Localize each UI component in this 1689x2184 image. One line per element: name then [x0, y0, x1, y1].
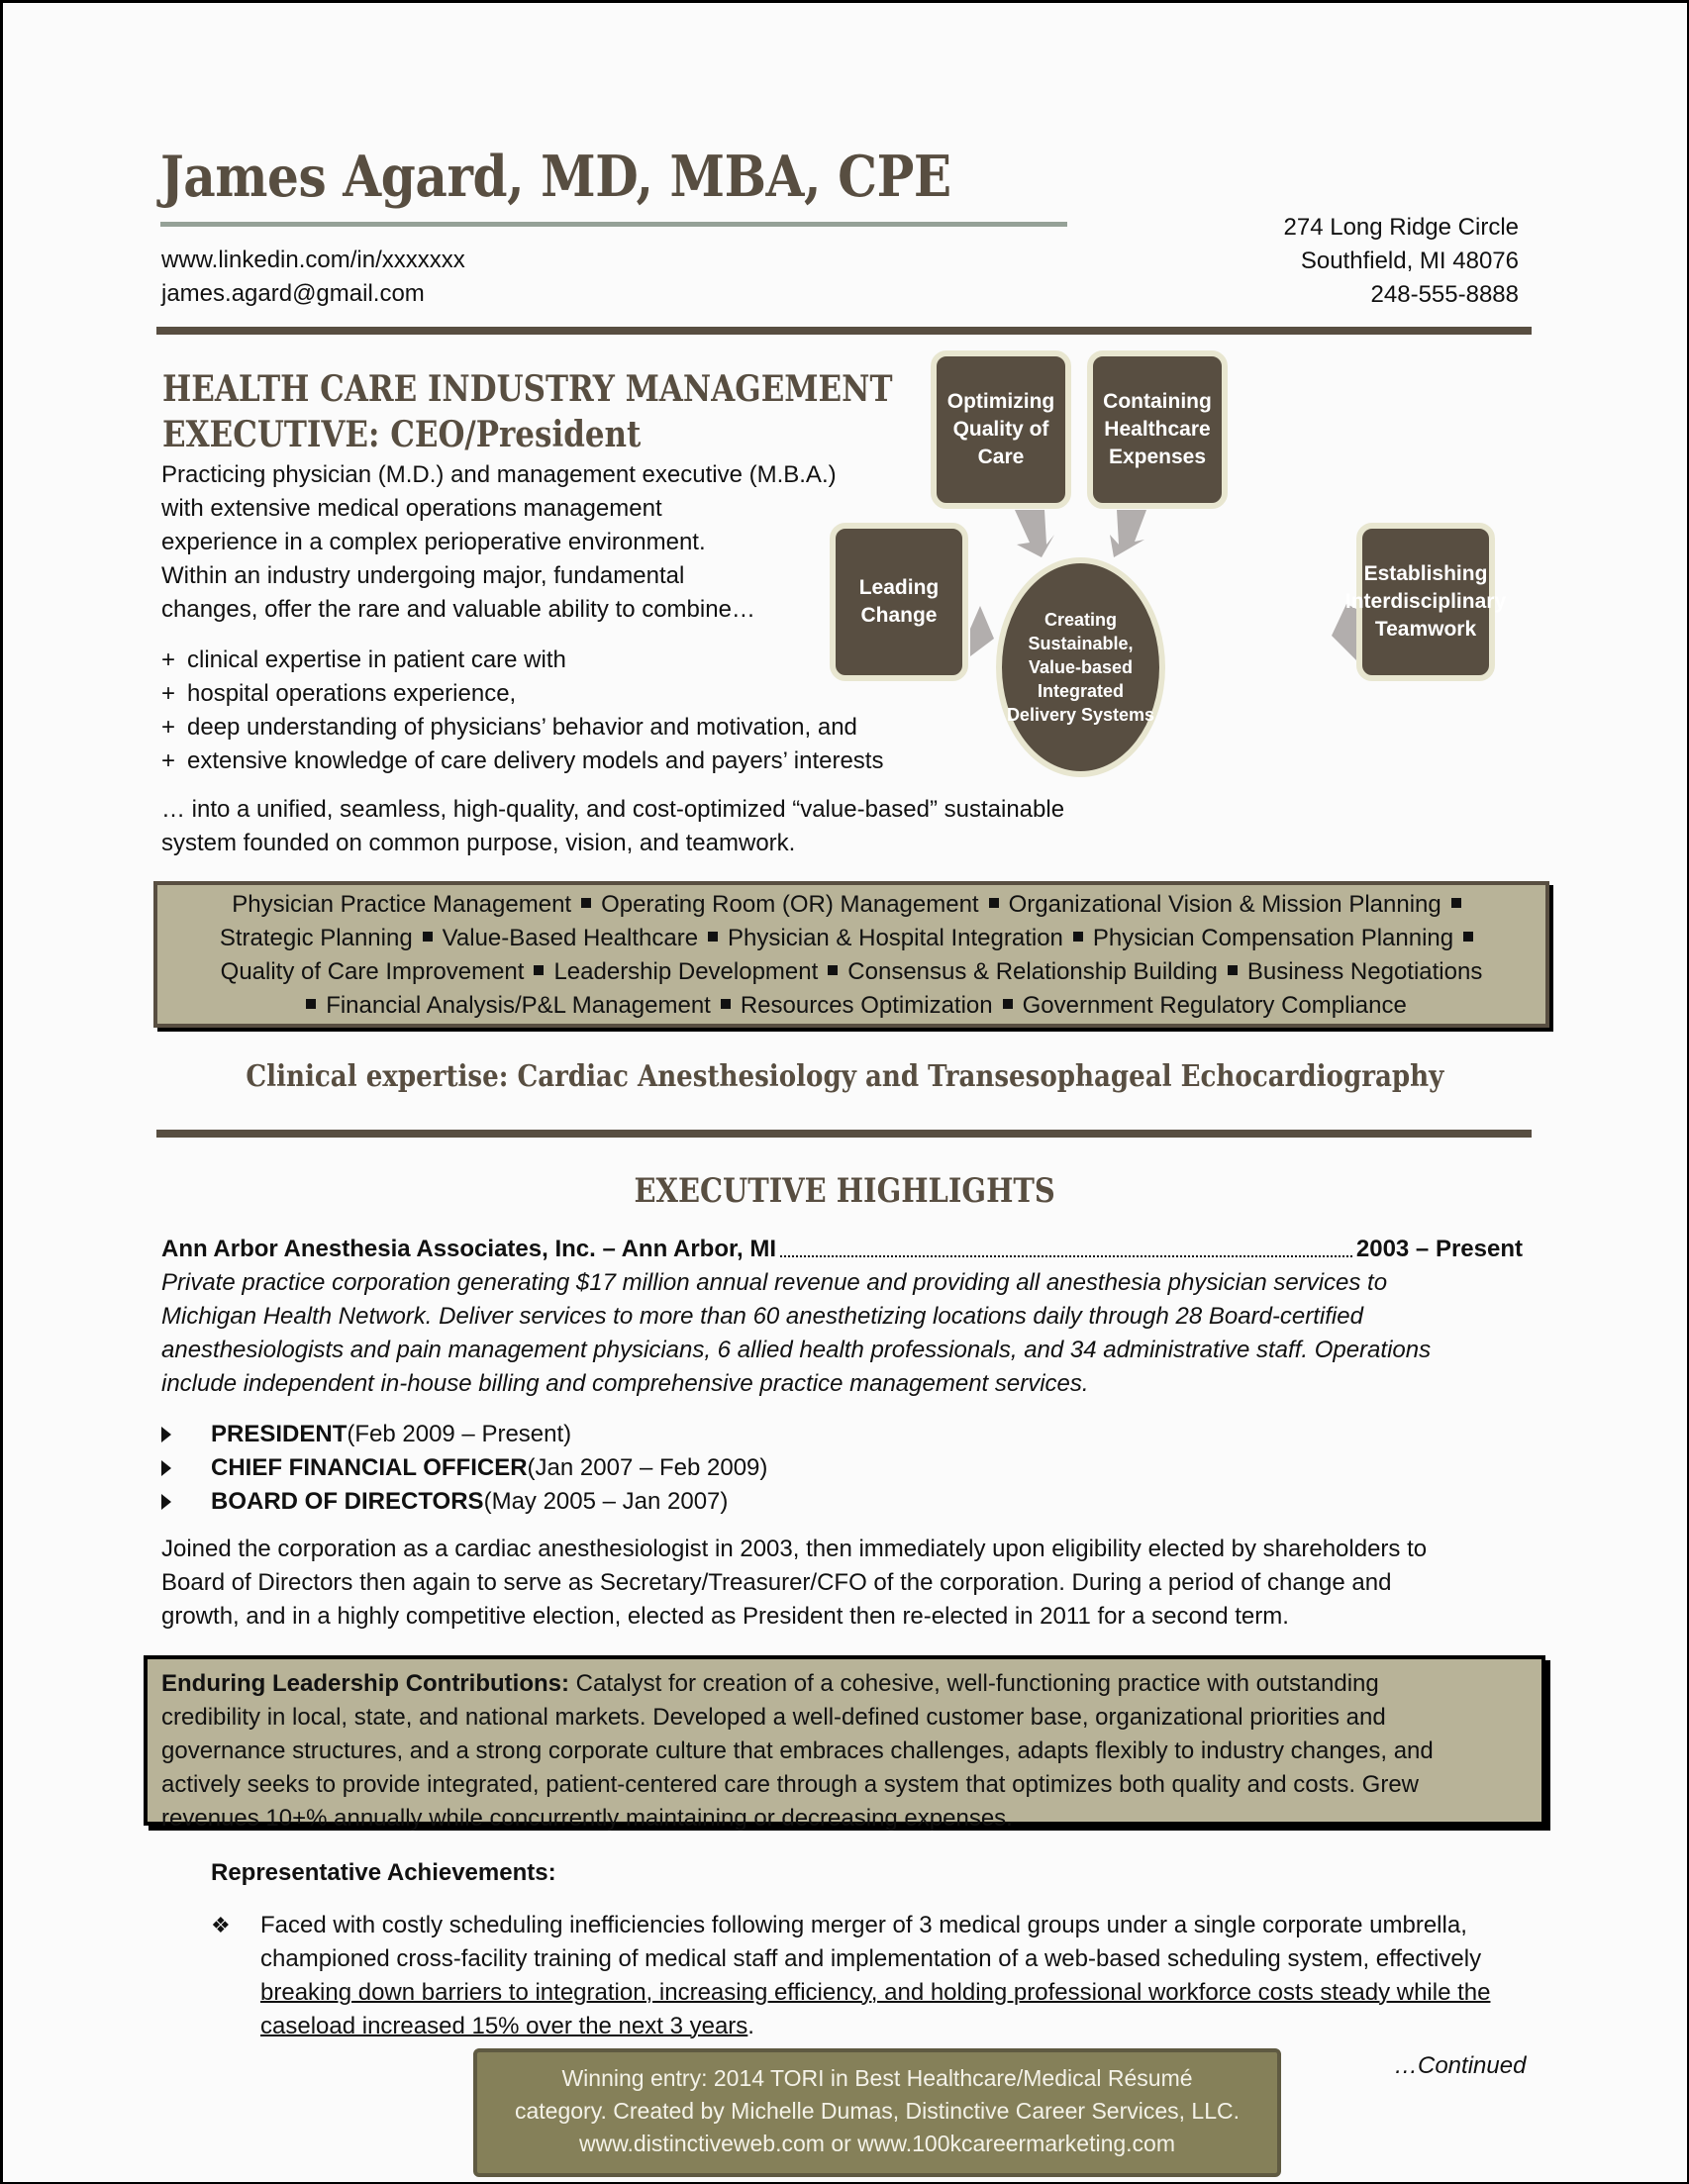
- keyword: Quality of Care Improvement: [220, 958, 525, 985]
- keyword-line: [157, 955, 1545, 989]
- plus-icon: +: [161, 714, 176, 741]
- triangle-bullet-icon: [161, 1427, 171, 1442]
- diagram-node-optimizing: Optimizing Quality of Care: [931, 350, 1071, 509]
- contact-right: [1284, 211, 1519, 312]
- value-diagram: [822, 347, 1554, 792]
- keyword: Physician Practice Management: [232, 891, 572, 918]
- summary-line: changes, offer the rare and valuable ability to combine…: [161, 596, 755, 623]
- job-dates: 2003 – Present: [1355, 1236, 1523, 1262]
- arrow-icon: [1110, 510, 1146, 557]
- arrow-icon: [970, 606, 994, 656]
- profile-closing: … into a unified, seamless, high-quality, and cost-optimized “value-based” sustainable system founded on common purpose, vision, and teamwork.: [161, 796, 1065, 856]
- keyword-line: [157, 989, 1545, 1023]
- keyword: Consensus & Relationship Building: [847, 958, 1218, 985]
- keyword: Physician Compensation Planning: [1092, 925, 1454, 951]
- summary-line: Practicing physician (M.D.) and management executive (M.B.A.): [161, 461, 837, 488]
- company-description: Private practice corporation generating $17 million annual revenue and providing all anesthesia physician services to Michigan Health Network. Deliver services to more than 60 anesthetizing locations daily through 28 Board-certified anesthesiologists and pain management physicians, 6 allied health professionals, and 34 administrative staff. Operations include independent in-house billing and comprehensive practice management services.: [161, 1269, 1432, 1397]
- square-separator-icon: [708, 932, 718, 942]
- profile-summary: [161, 458, 914, 627]
- career-summary: Joined the corporation as a cardiac anesthesiologist in 2003, then immediately upon eligibility elected by shareholders to Board of Directors then again to serve as Secretary/Treasurer/CFO of the corporation. During a period of change and growth, and in a highly competitive election, elected as President then re-elected in 2011 for a second term.: [161, 1536, 1428, 1630]
- plus-icon: +: [161, 680, 176, 707]
- square-separator-icon: [1003, 999, 1013, 1009]
- keyword: Financial Analysis/P&L Management: [326, 992, 711, 1019]
- diagram-node-containing: Containing Healthcare Expenses: [1087, 350, 1228, 509]
- roles-list: [161, 1418, 767, 1519]
- diagram-node-leading: Leading Change: [830, 523, 968, 681]
- summary-line: Within an industry undergoing major, fundamental: [161, 562, 685, 589]
- summary-line: experience in a complex perioperative environment.: [161, 529, 706, 555]
- square-separator-icon: [1451, 898, 1461, 908]
- square-separator-icon: [1228, 965, 1238, 975]
- keyword-line: [157, 922, 1545, 955]
- list-item: + hospital operations experience,: [161, 677, 883, 711]
- continued-note: …Continued: [1394, 2052, 1527, 2079]
- square-separator-icon: [1463, 932, 1473, 942]
- diagram-center: Creating Sustainable, Value-based Integrated Delivery Systems: [996, 557, 1165, 777]
- footer-links[interactable]: www.distinctiveweb.com or www.100kcareermarketing.com: [578, 2131, 1176, 2156]
- section-divider: [156, 1130, 1532, 1138]
- square-separator-icon: [423, 932, 433, 942]
- enduring-contributions-box: Enduring Leadership Contributions: Catalyst for creation of a cohesive, well-functioning practice with outstanding credibility in local, state, and national markets. Developed a well-defined customer base, organizational priorities and governance structures, and a strong corporate culture that embraces challenges, adapts flexibly to industry changes, and actively seeks to provide integrated, patient-centered care through a system that optimizes both quality and costs. Grew revenues 10+% annually while concurrently maintaining or decreasing expenses.: [144, 1655, 1545, 1826]
- keywords-box: [153, 881, 1549, 1028]
- list-item: + extensive knowledge of care delivery models and payers’ interests: [161, 745, 883, 778]
- underlined-result: breaking down barriers to integration, increasing efficiency, and holding professional workforce costs steady while the caseload increased 15% over the next 3 years: [260, 1979, 1491, 2039]
- name-underline: [160, 222, 1067, 227]
- section-title: EXECUTIVE HIGHLIGHTS: [634, 1171, 1055, 1211]
- plus-icon: +: [161, 646, 176, 673]
- achievement-item: ❖ Faced with costly scheduling inefficiencies following merger of 3 medical groups under a single corporate umbrella, championed cross-facility training of medical staff and implementation of a web-based scheduling system, effectively breaking down barriers to integration, increasing efficiency, and holding professional workforce costs steady while the caseload increased 15% over the next 3 years.: [211, 1909, 1498, 2043]
- achievements-title: Representative Achievements:: [211, 1859, 556, 1886]
- keyword: Physician & Hospital Integration: [728, 925, 1063, 951]
- keyword: Strategic Planning: [219, 925, 413, 951]
- list-item: + deep understanding of physicians’ behavior and motivation, and: [161, 711, 883, 745]
- square-separator-icon: [581, 898, 591, 908]
- header-divider: [156, 327, 1532, 335]
- role-item: BOARD OF DIRECTORS (May 2005 – Jan 2007): [161, 1485, 767, 1519]
- address-line-1: 274 Long Ridge Circle: [1283, 214, 1519, 241]
- linkedin-link[interactable]: www.linkedin.com/in/xxxxxxx: [161, 247, 465, 273]
- list-item: + clinical expertise in patient care with: [161, 644, 883, 677]
- keyword: Business Negotiations: [1246, 958, 1483, 985]
- square-separator-icon: [989, 898, 999, 908]
- triangle-bullet-icon: [161, 1494, 171, 1510]
- award-banner: Winning entry: 2014 TORI in Best Healthcare/Medical Résumé category. Created by Michelle Dumas, Distinctive Career Services, LLC. www.distinctiveweb.com or www.100kcareermarketing.com: [473, 2048, 1281, 2177]
- headline-line-1: HEALTH CARE INDUSTRY MANAGEMENT: [162, 368, 893, 410]
- square-separator-icon: [1073, 932, 1083, 942]
- square-separator-icon: [534, 965, 544, 975]
- keyword: Organizational Vision & Mission Planning: [1008, 891, 1441, 918]
- role-item: PRESIDENT (Feb 2009 – Present): [161, 1418, 767, 1451]
- headline-line-2: EXECUTIVE: CEO/President: [162, 414, 642, 455]
- clinical-expertise: Clinical expertise: Cardiac Anesthesiology and Transesophageal Echocardiography: [246, 1059, 1443, 1094]
- keyword: Value-Based Healthcare: [442, 925, 699, 951]
- keyword: Resources Optimization: [740, 992, 993, 1019]
- square-separator-icon: [721, 999, 731, 1009]
- keyword-line: [157, 888, 1545, 922]
- candidate-name: James Agard, MD, MBA, CPE: [160, 144, 951, 210]
- role-item: CHIEF FINANCIAL OFFICER (Jan 2007 – Feb 2009): [161, 1451, 767, 1485]
- diagram-node-establishing: Establishing Interdisciplinary Teamwork: [1356, 523, 1495, 681]
- address-line-2: Southfield, MI 48076: [1300, 248, 1519, 274]
- job-header: [161, 1233, 1523, 1266]
- summary-line: with extensive medical operations management: [161, 495, 662, 522]
- square-separator-icon: [828, 965, 838, 975]
- dotted-leader: [780, 1233, 1352, 1257]
- email-link[interactable]: james.agard@gmail.com: [161, 280, 425, 307]
- square-separator-icon: [306, 999, 316, 1009]
- arrow-icon: [1015, 510, 1054, 557]
- keyword: Leadership Development: [553, 958, 819, 985]
- plus-icon: +: [161, 747, 176, 774]
- profile-bullets: [161, 644, 883, 778]
- triangle-bullet-icon: [161, 1460, 171, 1476]
- profile-headline: [162, 366, 893, 457]
- diamond-bullet-icon: ❖: [211, 1913, 231, 1937]
- phone-number: 248-555-8888: [1370, 281, 1519, 308]
- contact-left: [161, 244, 465, 311]
- enduring-label: Enduring Leadership Contributions:: [161, 1670, 569, 1697]
- keyword: Operating Room (OR) Management: [601, 891, 979, 918]
- company-name: Ann Arbor Anesthesia Associates, Inc. – Ann Arbor, MI: [161, 1236, 777, 1262]
- keyword: Government Regulatory Compliance: [1022, 992, 1407, 1019]
